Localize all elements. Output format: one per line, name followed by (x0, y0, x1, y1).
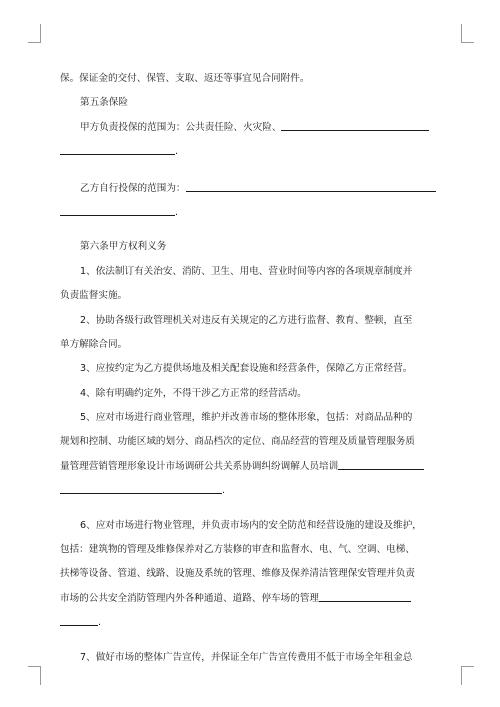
spacer (60, 636, 440, 646)
paragraph-text: . (98, 617, 102, 629)
fill-in-blank[interactable] (281, 120, 429, 131)
fill-in-blank[interactable] (319, 591, 411, 602)
paragraph-text: . (222, 485, 226, 497)
paragraph-line: 7、做好市场的整体广告宣传，并保证全年广告宣传费用不低于市场全年租金总 (80, 651, 413, 663)
paragraph-line: 保。保证金的交付、保管、支取、返还等事宜见合同附件。 (60, 73, 310, 84)
paragraph-text: 量管理营销管理形象设计市场调研公共关系协调纠纷调解人员培训 (60, 460, 339, 472)
paragraph-line: 单方解除合同。 (60, 338, 128, 350)
paragraph-text: . (175, 146, 179, 158)
fill-in-blank[interactable] (338, 459, 424, 470)
fill-in-blank[interactable] (60, 615, 98, 626)
paragraph-line: 1、依法制订有关治安、消防、卫生、用电、营业时间等内容的各项规章制度并 (80, 265, 413, 277)
fill-in-blank[interactable] (186, 181, 436, 192)
paragraph-line: 规划和控制、功能区域的划分、商品档次的定位、商品经营的管理及质量管理服务质 (60, 436, 415, 448)
paragraph-line: 2、协助各级行政管理机关对违反有关规定的乙方进行监督、教育、整顿，直至 (80, 314, 413, 326)
crop-mark-top-left (28, 24, 41, 43)
crop-mark-top-right (461, 24, 474, 43)
crop-mark-bottom-left (28, 666, 41, 685)
spacer (60, 165, 440, 177)
paragraph-line (60, 611, 440, 635)
paragraph-line (60, 479, 440, 503)
paragraph-text: . (175, 206, 179, 218)
paragraph-line: 包括：建筑物的管理及维修保养对乙方装修的审查和监督水、电、气、空调、电梯、 (60, 544, 415, 556)
section-heading-5: 第五条保险 (80, 97, 128, 109)
paragraph-line: 3、应按约定为乙方提供场地及相关配套设施和经营条件，保障乙方正常经营。 (80, 363, 413, 375)
paragraph-line (60, 587, 440, 611)
crop-mark-bottom-right (461, 666, 474, 685)
fill-in-blank[interactable] (60, 483, 222, 494)
paragraph-text: 甲方负责投保的范围为：公共责任险、火灾险、 (80, 121, 282, 133)
fill-in-blank[interactable] (60, 205, 175, 216)
paragraph-text: 乙方自行投保的范围为： (80, 182, 186, 194)
paragraph-line: 5、应对市场进行商业管理，维护并改善市场的整体形象，包括：对商品品种的 (80, 412, 413, 424)
paragraph-line: 6、应对市场进行物业管理，并负责市场内的安全防范和经营设施的建设及维护， (80, 519, 422, 531)
spacer (60, 225, 440, 235)
paragraph-line: 扶梯等设备、管道、线路、设施及系统的管理、维修及保养清洁管理保安管理并负责 (60, 568, 415, 580)
spacer (60, 504, 440, 514)
paragraph-text: 市场的公共安全消防管理内外各种通道、道路、停车场的管理 (60, 592, 320, 604)
paragraph-line (60, 116, 440, 140)
paragraph-line (60, 140, 440, 164)
paragraph-line: 4、除有明确约定外，不得干涉乙方正常的经营活动。 (80, 387, 307, 399)
paragraph-line (60, 177, 440, 201)
paragraph-line (60, 455, 440, 479)
paragraph-line: 负责监督实施。 (60, 290, 128, 302)
document-body (60, 67, 440, 670)
paragraph-line (60, 201, 440, 225)
fill-in-blank[interactable] (60, 144, 175, 155)
section-heading-6: 第六条甲方权利义务 (80, 241, 167, 253)
